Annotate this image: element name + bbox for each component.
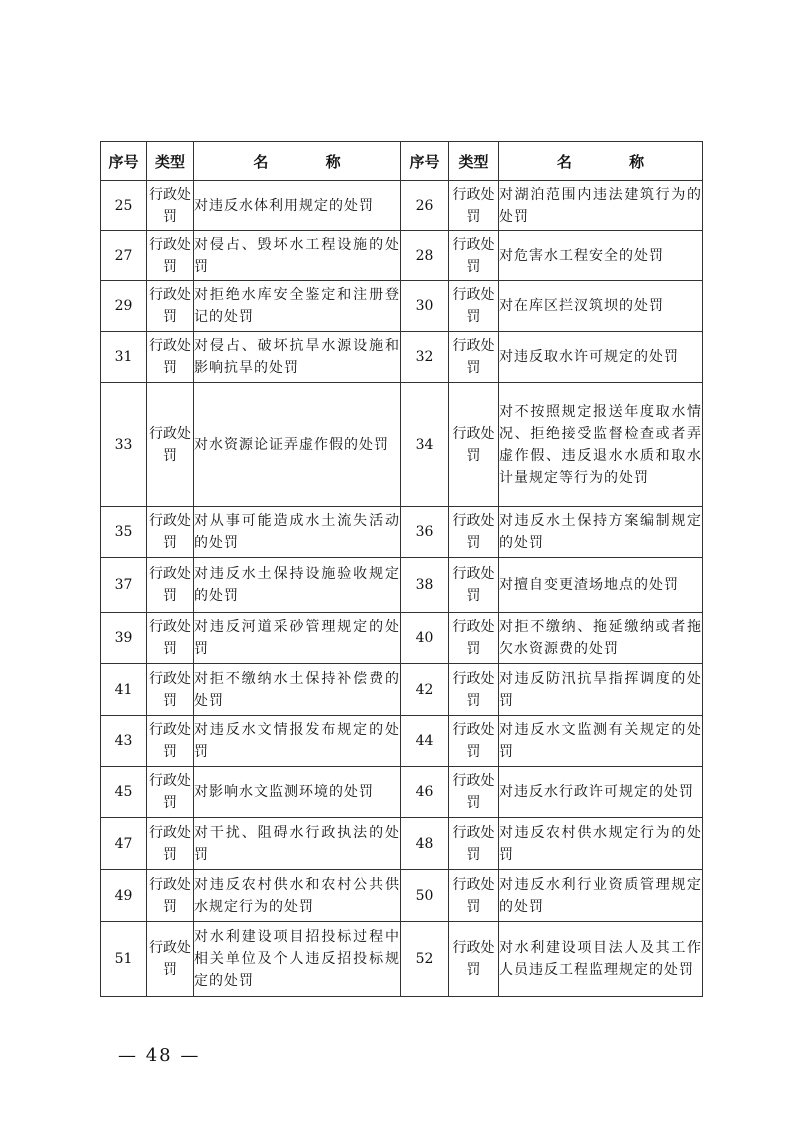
table-row: [101, 181, 703, 231]
table-header-row: [101, 142, 703, 181]
header-type-left: 类型: [147, 142, 194, 181]
cell-name-left: 对违反河道采砂管理规定的处罚: [194, 613, 401, 664]
cell-name-left: 对侵占、毁坏水工程设施的处罚: [194, 231, 401, 281]
header-name-left: 名 称: [194, 142, 401, 181]
cell-no-left: 31: [101, 332, 147, 383]
cell-type-right: 行政处罚: [449, 664, 499, 716]
cell-no-left: 45: [101, 767, 147, 818]
cell-type-right: 行政处罚: [449, 281, 499, 332]
cell-name-left: 对影响水文监测环境的处罚: [194, 767, 401, 818]
cell-no-left: 33: [101, 383, 147, 507]
cell-no-left: 25: [101, 181, 147, 231]
cell-name-right: 对违反水利行业资质管理规定的处罚: [499, 870, 703, 922]
cell-type-right: 行政处罚: [449, 332, 499, 383]
page-number: — 48 —: [118, 1045, 201, 1066]
cell-name-left: 对水资源论证弄虚作假的处罚: [194, 383, 401, 507]
table-row: [101, 332, 703, 383]
cell-no-left: 39: [101, 613, 147, 664]
penalty-table: [100, 141, 703, 997]
cell-type-left: 行政处罚: [147, 281, 194, 332]
cell-name-right: 对湖泊范围内违法建筑行为的处罚: [499, 181, 703, 231]
cell-type-left: 行政处罚: [147, 716, 194, 767]
cell-no-left: 43: [101, 716, 147, 767]
cell-name-right: 对不按照规定报送年度取水情况、拒绝接受监督检查或者弄虚作假、违反退水水质和取水计量规定等行为的处罚: [499, 383, 703, 507]
cell-no-left: 41: [101, 664, 147, 716]
cell-name-right: 对在库区拦汊筑坝的处罚: [499, 281, 703, 332]
cell-type-left: 行政处罚: [147, 818, 194, 870]
header-type-right: 类型: [449, 142, 499, 181]
cell-no-right: 34: [401, 383, 449, 507]
cell-type-left: 行政处罚: [147, 181, 194, 231]
table-row: [101, 281, 703, 332]
cell-name-right: 对违反防汛抗旱指挥调度的处罚: [499, 664, 703, 716]
cell-no-right: 48: [401, 818, 449, 870]
cell-no-right: 38: [401, 558, 449, 613]
table-row: [101, 716, 703, 767]
cell-type-left: 行政处罚: [147, 558, 194, 613]
cell-no-right: 26: [401, 181, 449, 231]
cell-name-right: 对擅自变更渣场地点的处罚: [499, 558, 703, 613]
cell-no-right: 52: [401, 922, 449, 997]
cell-no-left: 29: [101, 281, 147, 332]
cell-name-right: 对违反水土保持方案编制规定的处罚: [499, 507, 703, 558]
cell-no-right: 32: [401, 332, 449, 383]
cell-name-right: 对水利建设项目法人及其工作人员违反工程监理规定的处罚: [499, 922, 703, 997]
cell-type-right: 行政处罚: [449, 767, 499, 818]
cell-no-right: 42: [401, 664, 449, 716]
cell-name-right: 对违反水文监测有关规定的处罚: [499, 716, 703, 767]
cell-type-right: 行政处罚: [449, 716, 499, 767]
cell-type-right: 行政处罚: [449, 613, 499, 664]
cell-no-left: 49: [101, 870, 147, 922]
cell-type-left: 行政处罚: [147, 767, 194, 818]
cell-name-right: 对违反取水许可规定的处罚: [499, 332, 703, 383]
cell-name-left: 对违反农村供水和农村公共供水规定行为的处罚: [194, 870, 401, 922]
cell-name-left: 对拒绝水库安全鉴定和注册登记的处罚: [194, 281, 401, 332]
cell-name-left: 对干扰、阻碍水行政执法的处罚: [194, 818, 401, 870]
cell-name-left: 对从事可能造成水土流失活动的处罚: [194, 507, 401, 558]
cell-type-right: 行政处罚: [449, 558, 499, 613]
cell-type-right: 行政处罚: [449, 231, 499, 281]
table-row: [101, 231, 703, 281]
cell-no-left: 37: [101, 558, 147, 613]
cell-type-right: 行政处罚: [449, 383, 499, 507]
cell-no-right: 46: [401, 767, 449, 818]
cell-no-right: 40: [401, 613, 449, 664]
cell-name-left: 对水利建设项目招投标过程中相关单位及个人违反招投标规定的处罚: [194, 922, 401, 997]
cell-type-left: 行政处罚: [147, 507, 194, 558]
cell-type-left: 行政处罚: [147, 383, 194, 507]
cell-name-left: 对违反水文情报发布规定的处罚: [194, 716, 401, 767]
cell-type-left: 行政处罚: [147, 231, 194, 281]
cell-type-left: 行政处罚: [147, 664, 194, 716]
cell-type-right: 行政处罚: [449, 181, 499, 231]
cell-type-right: 行政处罚: [449, 507, 499, 558]
cell-no-right: 50: [401, 870, 449, 922]
header-name-right: 名 称: [499, 142, 703, 181]
cell-name-left: 对拒不缴纳水土保持补偿费的处罚: [194, 664, 401, 716]
cell-type-left: 行政处罚: [147, 613, 194, 664]
cell-no-left: 35: [101, 507, 147, 558]
cell-name-right: 对违反水行政许可规定的处罚: [499, 767, 703, 818]
cell-type-right: 行政处罚: [449, 922, 499, 997]
cell-type-left: 行政处罚: [147, 922, 194, 997]
table-row: [101, 507, 703, 558]
table-body: [101, 181, 703, 997]
cell-type-right: 行政处罚: [449, 870, 499, 922]
table-row: [101, 922, 703, 997]
cell-name-left: 对违反水体利用规定的处罚: [194, 181, 401, 231]
table-row: [101, 664, 703, 716]
cell-type-left: 行政处罚: [147, 870, 194, 922]
cell-name-left: 对违反水土保持设施验收规定的处罚: [194, 558, 401, 613]
cell-no-left: 27: [101, 231, 147, 281]
table-row: [101, 818, 703, 870]
cell-name-right: 对拒不缴纳、拖延缴纳或者拖欠水资源费的处罚: [499, 613, 703, 664]
cell-no-right: 36: [401, 507, 449, 558]
cell-type-left: 行政处罚: [147, 332, 194, 383]
cell-no-left: 47: [101, 818, 147, 870]
cell-no-right: 28: [401, 231, 449, 281]
table-row: [101, 767, 703, 818]
cell-no-left: 51: [101, 922, 147, 997]
cell-type-right: 行政处罚: [449, 818, 499, 870]
cell-name-right: 对违反农村供水规定行为的处罚: [499, 818, 703, 870]
cell-name-right: 对危害水工程安全的处罚: [499, 231, 703, 281]
table-row: [101, 558, 703, 613]
table-row: [101, 383, 703, 507]
table-row: [101, 870, 703, 922]
cell-no-right: 30: [401, 281, 449, 332]
cell-no-right: 44: [401, 716, 449, 767]
cell-name-left: 对侵占、破坏抗旱水源设施和影响抗旱的处罚: [194, 332, 401, 383]
header-no-right: 序号: [401, 142, 449, 181]
table-row: [101, 613, 703, 664]
header-no-left: 序号: [101, 142, 147, 181]
